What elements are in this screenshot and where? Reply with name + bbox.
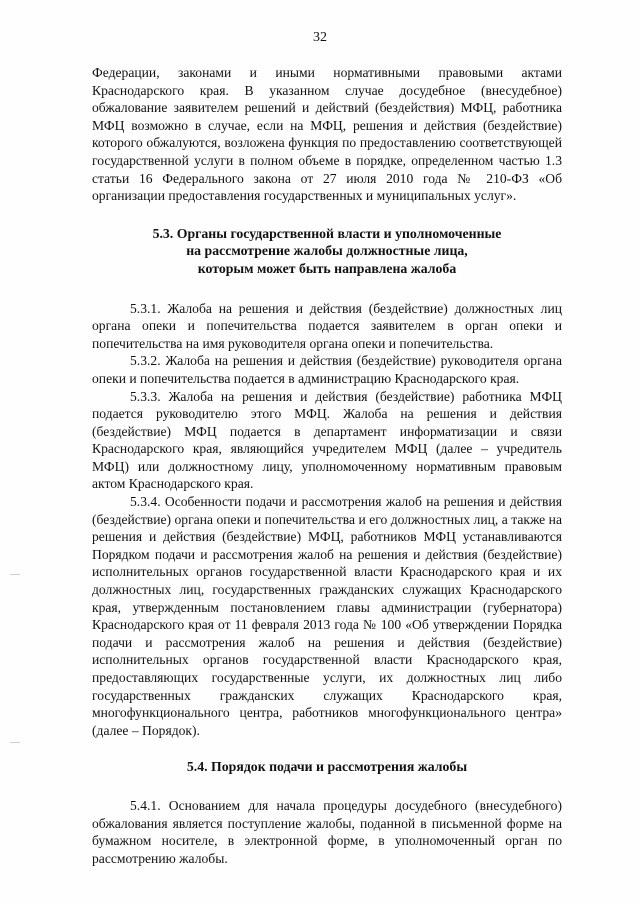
section-heading-5-4 (92, 758, 562, 776)
heading-line: которым может быть направлена жалоба (197, 260, 457, 276)
paragraph-5-4-1: 5.4.1. Основанием для начала процедуры досудебного (внесудебного) обжалования является поступление жалобы, поданной в письменной форме на бумажном носителе, в электронной форме, в уполномоченный орган по рассмотрению жалобы. (92, 797, 562, 866)
section-heading-5-3 (92, 225, 562, 278)
margin-scan-mark (10, 574, 20, 575)
paragraph-5-3-2: 5.3.2. Жалоба на решения и действия (бездействие) руководителя органа опеки и попечительства подается в администрацию Краснодарского края. (92, 353, 562, 386)
heading-line: на рассмотрение жалобы должностные лица, (186, 243, 468, 259)
paragraph-5-3-1: 5.3.1. Жалоба на решения и действия (бездействие) должностных лиц органа опеки и попечительства подается заявителем в орган опеки и попечительства на имя руководителя органа опеки и попечительства. (92, 300, 562, 351)
page-number: 32 (313, 30, 327, 45)
document-body (92, 64, 562, 867)
paragraph-5-3-4: 5.3.4. Особенности подачи и рассмотрения жалоб на решения и действия (бездействие) органа опеки и попечительства и его должностных лиц, а также на решения и действия (бездействие) МФЦ, работников МФЦ устанавливаются Порядком подачи и рассмотрения жалоб на решения и действия (бездействие) исполнительных органов государственной власти Краснодарского края и их должностных лиц, государственных гражданских служащих Краснодарского края, утвержденным постановлением главы администрации (губернатора) Краснодарского края от 11 февраля 2013 года № 100 «Об утверждении Порядка подачи и рассмотрения жалоб на решения и действия (бездействие) исполнительных органов государственной власти Краснодарского края, предоставляющих государственные услуги, их должностных лиц либо государственных гражданских служащих Краснодарского края, многофункционального центра, работников многофункционального центра» (далее – Порядок). (92, 494, 562, 738)
heading-line: 5.3. Органы государственной власти и уполномоченные (152, 225, 502, 241)
margin-scan-mark (10, 742, 20, 743)
heading-line: 5.4. Порядок подачи и рассмотрения жалобы (186, 759, 468, 775)
intro-paragraph: Федерации, законами и иными нормативными правовыми актами Краснодарского края. В указанном случае досудебное (внесудебное) обжалование заявителем решений и действий (бездействия) МФЦ, работника МФЦ возможно в случае, если на МФЦ, решения и действия (бездействие) которого обжалуются, возложена функция по предоставлению соответствующей государственной услуги в полном объеме в порядке, определенном частью 1.3 статьи 16 Федерального закона от 27 июля 2010 года № 210-ФЗ «Об организации предоставления государственных и муниципальных услуг». (92, 65, 562, 204)
paragraph-5-3-3: 5.3.3. Жалоба на решения и действия (бездействие) работника МФЦ подается руководителю этого МФЦ. Жалоба на решения и действия (бездействие) МФЦ подается в департамент информатизации и связи Краснодарского края, являющийся учредителем МФЦ (далее – учредитель МФЦ) или должностному лицу, уполномоченному нормативным правовым актом Краснодарского края. (92, 388, 562, 492)
